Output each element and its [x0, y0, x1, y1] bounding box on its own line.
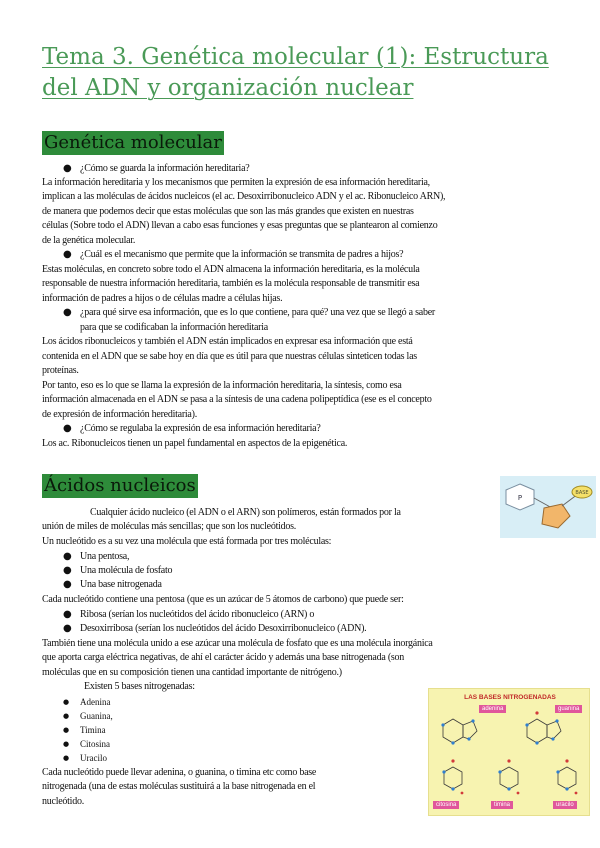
base-label: BASE [575, 490, 589, 496]
list-item: Una base nitrogenada [80, 579, 162, 590]
text-line: nucleótido. [42, 796, 84, 807]
text-line: Cualquier ácido nucleico (el ADN o el ARN) son polímeros, están formados por la [90, 507, 401, 518]
base-list-item: Citosina [80, 739, 111, 749]
list-item: Una molécula de fosfato [80, 565, 173, 576]
base-list-item: Timina [80, 725, 106, 735]
guanina-label: guanina [555, 705, 582, 713]
question-line: ¿Cómo se regulaba la expresión de esa información hereditaria? [80, 423, 321, 434]
base-list-item: Adenina [80, 697, 111, 707]
timina-label: timina [491, 801, 513, 809]
nucleotide-diagram [500, 476, 596, 538]
text-line: información de padres a hijos o de células madre a células hijas. [42, 293, 283, 304]
section-heading-acidos-nucleicos: Ácidos nucleicos [44, 475, 196, 496]
bullet-icon: ● [63, 579, 72, 590]
text-line: de la genética molecular. [42, 235, 136, 246]
bullet-icon: ● [63, 551, 72, 562]
bullet-icon: ● [63, 163, 72, 174]
list-item: Ribosa (serían los nucleótidos del ácido ribonucleico (ARN) o [80, 609, 315, 620]
page-title: Tema 3. Genética molecular (1): Estructura del ADN y organización nuclear [42, 44, 549, 101]
text-line: Existen 5 bases nitrogenadas: [84, 681, 195, 692]
uracilo-label: uracilo [553, 801, 577, 809]
base-list-item: Guanina, [80, 711, 113, 721]
bullet-icon: ● [63, 423, 72, 434]
bullet-icon: ● [63, 698, 70, 706]
text-line: contenida en el ADN que se sabe hoy en día que es útil para que nuestras células sinteticen todas las [42, 351, 417, 362]
bullet-icon: ● [63, 712, 70, 720]
text-line: que aporta carga eléctrica negativas, de ahí el carácter ácido y además una base nitrogenada (son [42, 652, 405, 663]
bullet-icon: ● [63, 754, 70, 762]
base-list-item: Uracilo [80, 753, 107, 763]
bullet-icon: ● [63, 740, 70, 748]
text-line: responsable de nuestra información hereditaria, también es la molécula responsable de transmitir esa [42, 278, 420, 289]
citosina-label: citosina [433, 801, 459, 809]
section-heading-genetica-molecular: Genética molecular [44, 132, 222, 153]
nucleotide-figure [500, 476, 596, 538]
text-line: de expresión de información hereditaria). [42, 409, 197, 420]
question-line: ¿para qué sirve esa información, que es lo que contiene, para qué? una vez que se llegó a saber [80, 307, 435, 318]
text-line: unión de miles de moléculas más sencillas; que son los nucleótidos. [42, 521, 297, 532]
bullet-icon: ● [63, 249, 72, 260]
list-item: Desoxirribosa (serían los nucleótidos del ácido Desoxirribonucleico (ADN). [80, 623, 367, 634]
text-line: proteínas. [42, 365, 79, 376]
list-item: Una pentosa, [80, 551, 130, 562]
text-line: Estas moléculas, en concreto sobre todo el ADN almacena la información hereditaria, es la molécula [42, 264, 420, 275]
text-line: implican a las moléculas de ácidos nucleicos (el ac. Desoxirribonucleico ADN y el ac. Ribonucleico ARN), [42, 191, 446, 202]
question-line-continued: para que se codificaban la información hereditaria [80, 322, 268, 333]
text-line: Los ácidos ribonucleicos y también el ADN están implicados en expresar esa información que está [42, 336, 413, 347]
text-line: moléculas que en su composición tienen una cantidad importante de nitrógeno.) [42, 667, 342, 678]
bullet-icon: ● [63, 565, 72, 576]
text-line: información almacenada en el ADN se pasa a la síntesis de una cadena polipeptídica (ese es el concepto [42, 394, 432, 405]
text-line: Cada nucleótido puede llevar adenina, o guanina, o timina etc como base [42, 767, 317, 778]
adenina-label: adenina [479, 705, 506, 713]
text-line: Cada nucleótido contiene una pentosa (que es un azúcar de 5 átomos de carbono) que puede ser: [42, 594, 404, 605]
question-line: ¿Cuál es el mecanismo que permite que la información se transmita de padres a hijos? [80, 249, 404, 260]
text-line: Los ac. Ribonucleicos tienen un papel fundamental en aspectos de la epigenética. [42, 438, 348, 449]
text-line: Por tanto, eso es lo que se llama la expresión de la información hereditaria, la síntesis, como esa [42, 380, 402, 391]
text-line: nitrogenada (una de estas moléculas sustituirá a la base nitrogenada en el [42, 781, 316, 792]
question-line: ¿Cómo se guarda la información hereditaria? [80, 163, 250, 174]
text-line: También tiene una molécula unido a ese azúcar una molécula de fosfato que es una molécula inorgánica [42, 638, 433, 649]
text-line: Un nucleótido es a su vez una molécula que está formada por tres moléculas: [42, 536, 332, 547]
bullet-icon: ● [63, 726, 70, 734]
text-line: células (Sobre todo el ADN) llevan a cabo esas funciones y esas preguntas que se plantearon al comienzo [42, 220, 438, 231]
bullet-icon: ● [63, 609, 72, 620]
bullet-icon: ● [63, 623, 72, 634]
nitrogenous-bases-figure [428, 688, 590, 816]
text-line: La información hereditaria y los mecanismos que permiten la expresión de esa información hereditaria, [42, 177, 430, 188]
bullet-icon: ● [63, 307, 72, 318]
phosphate-label: P [517, 494, 523, 502]
figure-title: LAS BASES NITROGENADAS [464, 694, 556, 701]
text-line: de manera que podemos decir que estas moléculas que son las más grandes que existen en nuestras [42, 206, 414, 217]
